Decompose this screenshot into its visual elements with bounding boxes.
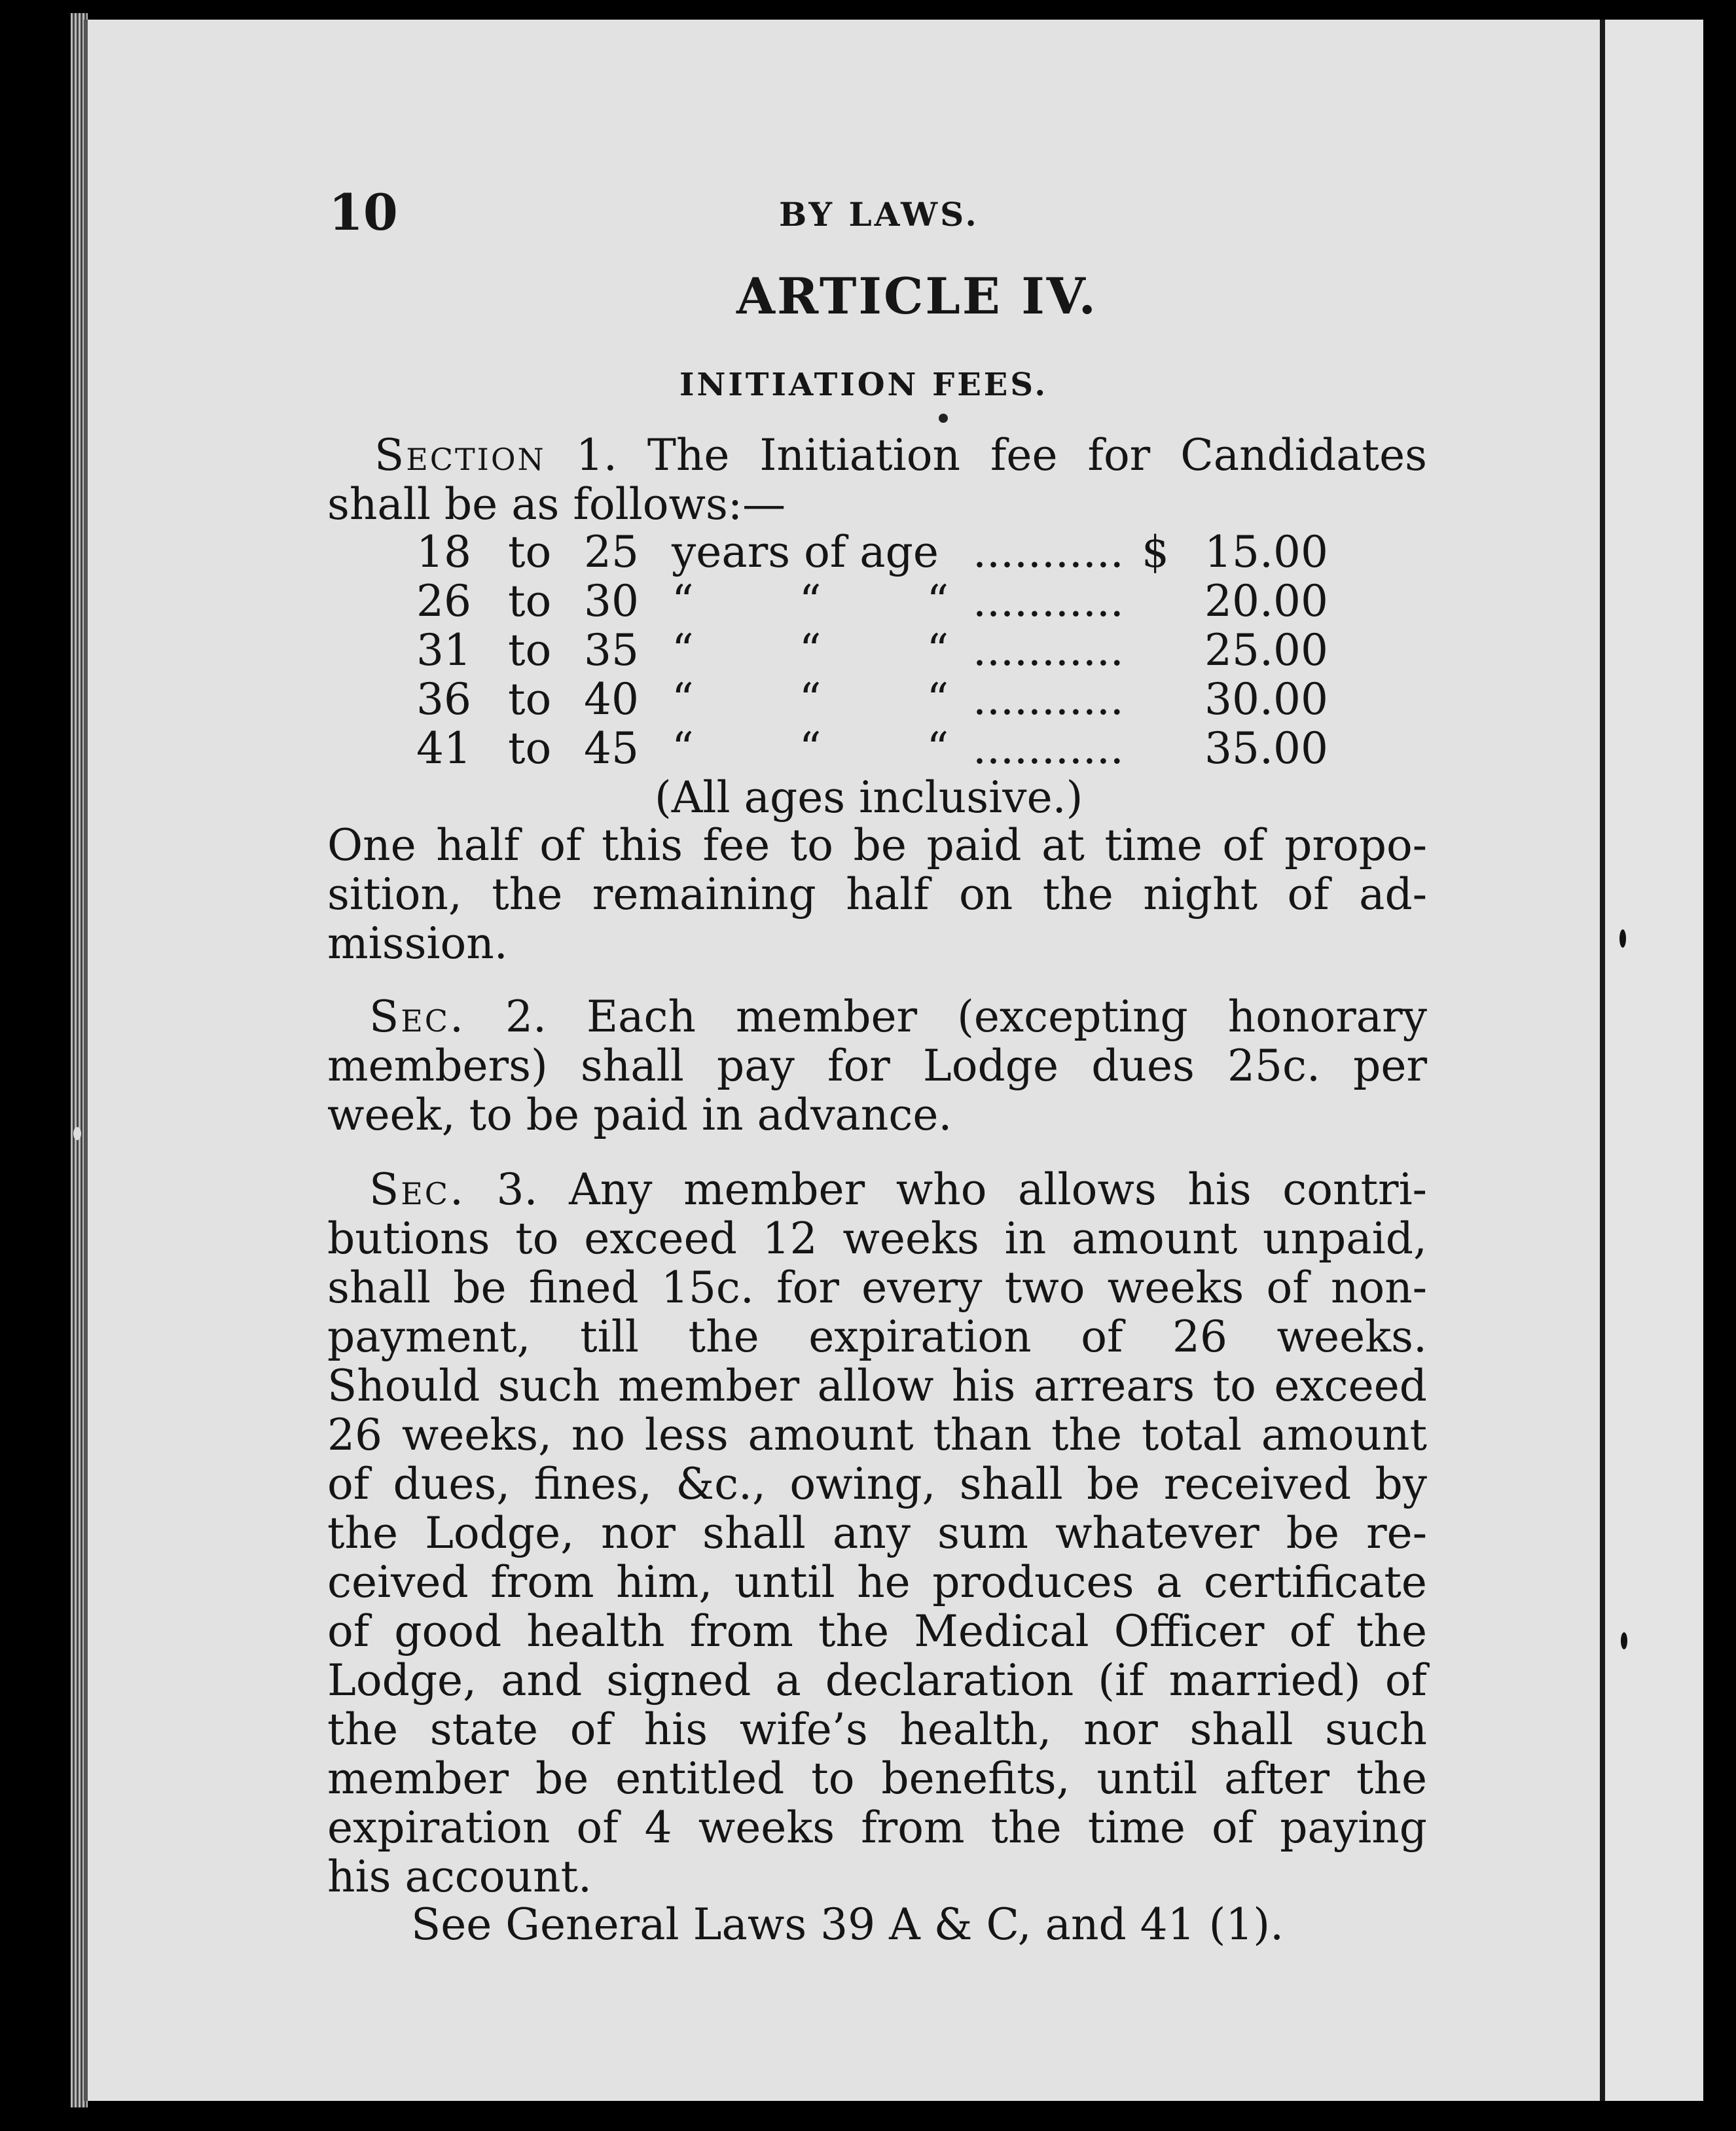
- fee-row: [416, 724, 1346, 773]
- section-3-line: butions to exceed 12 weeks in amount unpaid,: [327, 1213, 1427, 1264]
- fee-amount: 30.00: [1204, 674, 1328, 725]
- fee-upper: 40: [584, 674, 639, 725]
- fee-to-word: to: [508, 576, 552, 626]
- running-head: BY LAWS.: [779, 195, 979, 234]
- fee-from: 18: [416, 527, 471, 577]
- section-3-paragraph: [327, 1165, 1427, 1901]
- section-1-text: The Initiation fee for Candidates: [647, 430, 1428, 480]
- fee-dots: ...........: [973, 527, 1124, 577]
- payment-line: mission.: [327, 918, 508, 969]
- fee-dots: ...........: [973, 723, 1124, 774]
- fee-row: [416, 528, 1346, 577]
- section-3-line: ceived from him, until he produces a certificate: [327, 1557, 1427, 1607]
- fee-upper: 30: [584, 576, 639, 626]
- section-2-line: [327, 992, 1427, 1041]
- fee-from: 31: [416, 625, 471, 675]
- section-3-line: his account.: [327, 1852, 592, 1902]
- section-2-line: members) shall pay for Lodge dues 25c. per: [327, 1041, 1427, 1091]
- section-3-text: 3. Any member who allows his contri-: [496, 1164, 1427, 1215]
- section-3-line: of dues, fines, &c., owing, shall be received by: [327, 1459, 1427, 1509]
- section-3-line: member be entitled to benefits, until after the: [327, 1753, 1427, 1804]
- section-1-payment-paragraph: [327, 821, 1427, 968]
- section-3-line: Lodge, and signed a declaration (if married) of: [327, 1655, 1427, 1706]
- section-1-paragraph: [327, 431, 1427, 529]
- fee-upper: 45: [584, 723, 639, 774]
- fee-to-word: to: [508, 625, 552, 675]
- section-heading: INITIATION FEES.: [679, 367, 1049, 403]
- section-3-line: shall be fined 15c. for every two weeks of non-: [327, 1262, 1427, 1313]
- fee-dollar: $: [1142, 527, 1169, 577]
- fee-label: “ “ “: [672, 723, 995, 774]
- scan-speck: [1619, 929, 1626, 948]
- fee-label: “ “ “: [672, 674, 995, 725]
- payment-line: sition, the remaining half on the night of ad-: [327, 869, 1427, 920]
- fee-amount: 15.00: [1204, 527, 1328, 577]
- fee-to-word: to: [508, 723, 552, 774]
- section-1-number: 1.: [575, 430, 617, 480]
- fee-from: 41: [416, 723, 471, 774]
- fee-label: years of age: [672, 527, 939, 577]
- scan-speck: [73, 1127, 81, 1140]
- fee-row: [416, 675, 1346, 724]
- fee-label: “ “ “: [672, 625, 995, 675]
- section-1-line: shall be as follows:—: [327, 479, 786, 529]
- fee-dots: ...........: [973, 576, 1124, 626]
- fee-to-word: to: [508, 527, 552, 577]
- scan-speck: [939, 414, 948, 423]
- fee-from: 36: [416, 674, 471, 725]
- section-2-paragraph: [327, 992, 1427, 1139]
- section-3-line: the state of his wife’s health, nor shall such: [327, 1704, 1427, 1755]
- fee-label: “ “ “: [672, 576, 995, 626]
- section-2-line: week, to be paid in advance.: [327, 1090, 952, 1140]
- section-3-line: Should such member allow his arrears to exceed: [327, 1361, 1427, 1411]
- fee-table: [416, 528, 1346, 773]
- scan-speck: [1621, 1632, 1627, 1649]
- fee-dots: ...........: [973, 625, 1124, 675]
- facing-page-edge: [1600, 20, 1703, 2101]
- fee-row: [416, 626, 1346, 675]
- fee-amount: 20.00: [1204, 576, 1328, 626]
- fee-to-word: to: [508, 674, 552, 725]
- page-number: 10: [329, 183, 398, 242]
- fee-upper: 35: [584, 625, 639, 675]
- section-3-line: the Lodge, nor shall any sum whatever be re-: [327, 1508, 1427, 1558]
- section-3-label: Sec.: [369, 1164, 465, 1215]
- payment-line: One half of this fee to be paid at time of propo-: [327, 820, 1427, 870]
- section-2-label: Sec.: [369, 992, 465, 1042]
- section-3-line: payment, till the expiration of 26 weeks.: [327, 1312, 1427, 1362]
- fee-amount: 25.00: [1204, 625, 1328, 675]
- article-title: ARTICLE IV.: [736, 267, 1098, 325]
- section-3-line: 26 weeks, no less amount than the total amount: [327, 1410, 1427, 1460]
- section-1-label: Section: [374, 430, 546, 480]
- section-3-line: expiration of 4 weeks from the time of paying: [327, 1802, 1427, 1853]
- section-2-text: 2. Each member (excepting honorary: [505, 992, 1427, 1042]
- fee-row: [416, 577, 1346, 626]
- fee-from: 26: [416, 576, 471, 626]
- fee-amount: 35.00: [1204, 723, 1328, 774]
- see-also-reference: See General Laws 39 A & C, and 41 (1).: [411, 1899, 1284, 1950]
- section-3-line: of good health from the Medical Officer of the: [327, 1606, 1427, 1656]
- ages-inclusive-note: (All ages inclusive.): [655, 772, 1083, 823]
- fee-dots: ...........: [973, 674, 1124, 725]
- section-1-line: [327, 431, 1427, 480]
- fee-upper: 25: [584, 527, 639, 577]
- section-3-line: [327, 1165, 1427, 1214]
